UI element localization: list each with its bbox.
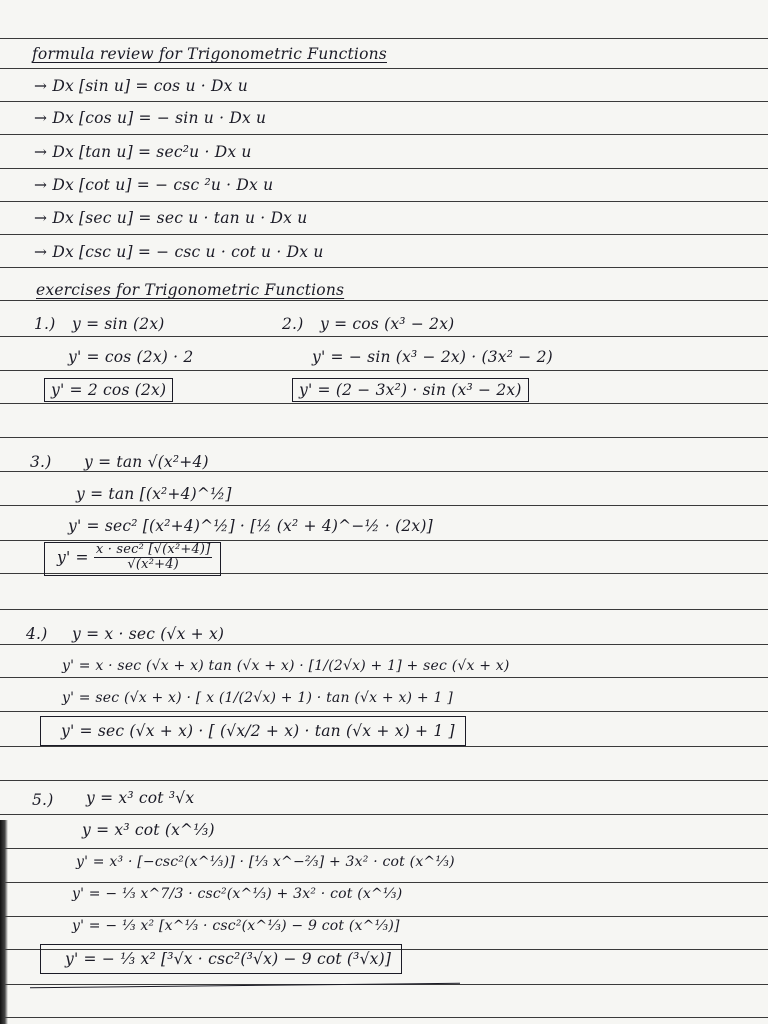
- formula-sin: → Dx [sin u] = cos u · Dx u: [34, 77, 248, 95]
- exercise-2-line-2: y' = − sin (x³ − 2x) · (3x² − 2): [312, 348, 553, 366]
- page-title: formula review for Trigonometric Functions: [32, 45, 387, 63]
- exercise-3-answer-denominator: √(x²+4): [127, 557, 179, 572]
- formula-cot: → Dx [cot u] = − csc ²u · Dx u: [34, 176, 274, 194]
- exercise-5-line-1: y = x³ cot ³√x: [86, 789, 195, 807]
- exercise-2-label: 2.): [282, 315, 304, 333]
- exercises-heading: exercises for Trigonometric Functions: [36, 281, 345, 299]
- exercise-5-line-2: y = x³ cot (x^⅓): [82, 821, 215, 839]
- exercise-1-answer: y' = 2 cos (2x): [44, 378, 173, 402]
- exercise-2-answer: y' = (2 − 3x²) · sin (x³ − 2x): [292, 378, 529, 402]
- formula-tan: → Dx [tan u] = sec²u · Dx u: [34, 143, 252, 161]
- exercise-3-answer-fraction: [94, 543, 213, 572]
- exercise-5-line-5: y' = − ⅓ x² [x^⅓ · csc²(x^⅓) − 9 cot (x^⅓)]: [72, 918, 400, 934]
- page-edge-shadow: [0, 820, 8, 1024]
- exercise-3-line-3: y' = sec² [(x²+4)^½] · [½ (x² + 4)^−½ · (2x)]: [68, 517, 433, 535]
- formula-sec: → Dx [sec u] = sec u · tan u · Dx u: [34, 209, 308, 227]
- exercise-5-line-3: y' = x³ · [−csc²(x^⅓)] · [⅓ x^−⅔] + 3x² · cot (x^⅓): [76, 854, 455, 870]
- exercise-3-answer: [44, 542, 221, 576]
- exercise-1-label: 1.): [34, 315, 56, 333]
- exercise-3-label: 3.): [30, 453, 52, 471]
- exercise-4-line-3: y' = sec (√x + x) · [ x (1/(2√x) + 1) · tan (√x + x) + 1 ]: [62, 690, 453, 706]
- exercise-5-line-4: y' = − ⅓ x^7/3 · csc²(x^⅓) + 3x² · cot (x^⅓): [72, 886, 403, 902]
- exercise-4-line-2: y' = x · sec (√x + x) tan (√x + x) · [1/(2√x) + 1] + sec (√x + x): [62, 658, 510, 674]
- exercise-4-line-1: y = x · sec (√x + x): [72, 625, 225, 643]
- formula-cos: → Dx [cos u] = − sin u · Dx u: [34, 109, 267, 127]
- exercise-5-answer: y' = − ⅓ x² [³√x · csc²(³√x) − 9 cot (³√x)]: [40, 944, 402, 974]
- exercise-3-line-2: y = tan [(x²+4)^½]: [76, 485, 232, 503]
- exercise-4-label: 4.): [26, 625, 48, 643]
- exercise-4-answer: y' = sec (√x + x) · [ (√x/2 + x) · tan (√x + x) + 1 ]: [40, 716, 466, 746]
- exercise-1-line-1: y = sin (2x): [72, 315, 165, 333]
- exercise-3-answer-lhs: y' =: [57, 548, 89, 567]
- exercise-5-label: 5.): [32, 791, 54, 809]
- exercise-3-answer-numerator: x · sec² [√(x²+4)]: [95, 542, 211, 557]
- exercise-1-line-2: y' = cos (2x) · 2: [68, 348, 194, 366]
- exercise-3-line-1: y = tan √(x²+4): [84, 453, 209, 471]
- exercise-2-line-1: y = cos (x³ − 2x): [320, 315, 455, 333]
- formula-csc: → Dx [csc u] = − csc u · cot u · Dx u: [34, 243, 324, 261]
